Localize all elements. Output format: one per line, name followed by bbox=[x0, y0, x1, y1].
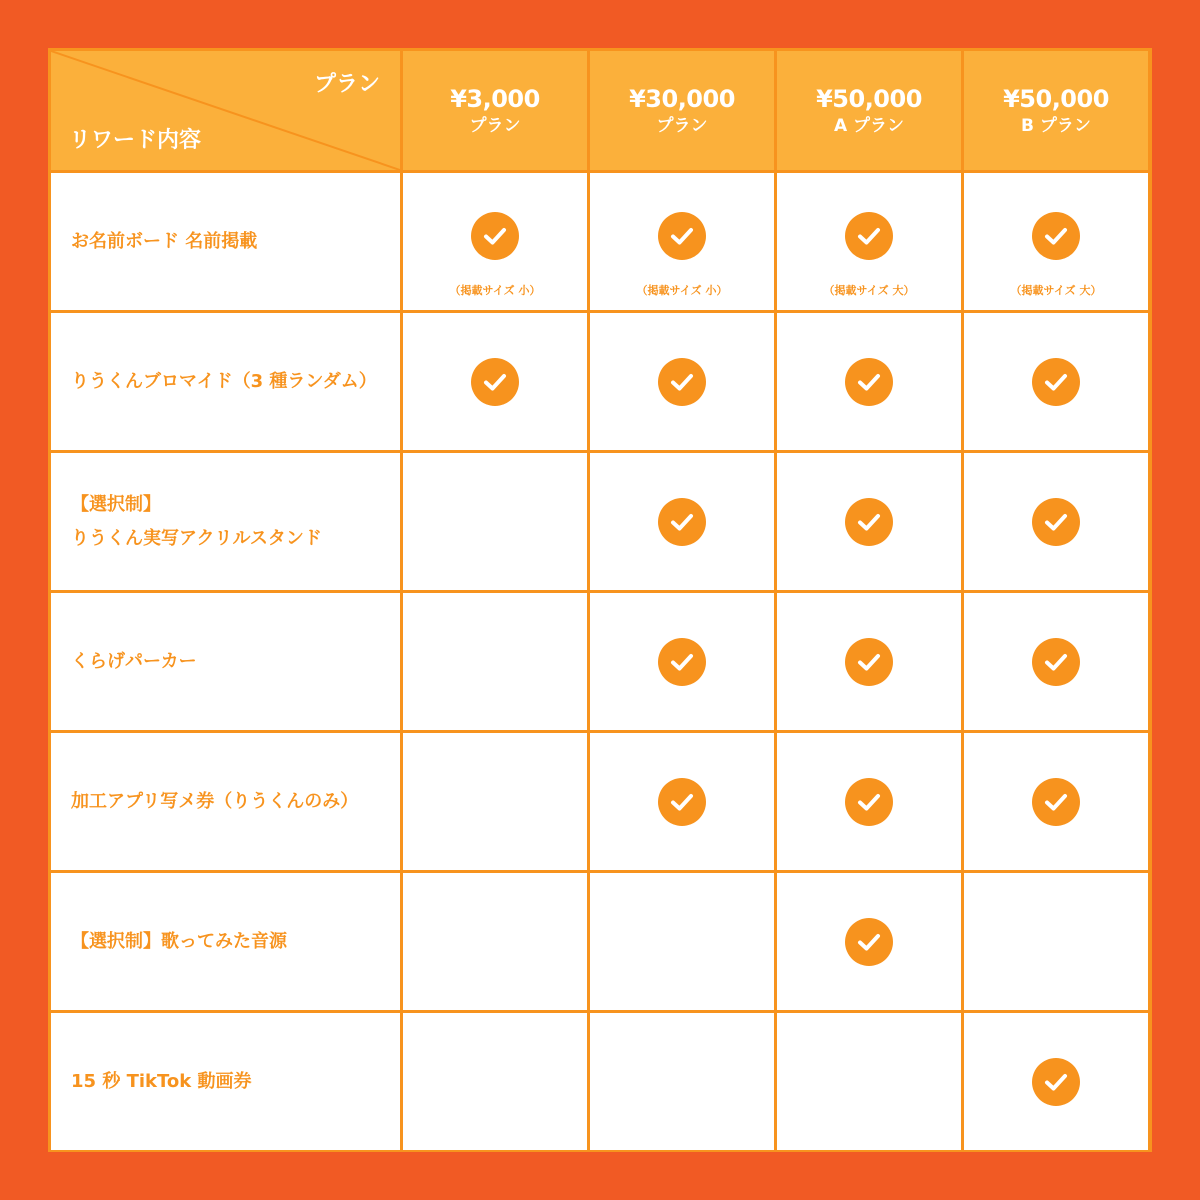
check-circle-icon bbox=[845, 212, 893, 260]
reward-label-cell bbox=[51, 313, 400, 450]
check-wrap bbox=[964, 453, 1148, 590]
reward-cell bbox=[403, 733, 587, 870]
check-wrap bbox=[964, 173, 1148, 298]
reward-cell bbox=[964, 173, 1148, 310]
size-note: （掲載サイズ 大） bbox=[823, 284, 915, 297]
check-circle-icon bbox=[845, 358, 893, 406]
check-circle-icon bbox=[845, 638, 893, 686]
plan-header-2 bbox=[590, 51, 774, 170]
check-circle-icon bbox=[658, 498, 706, 546]
reward-table bbox=[48, 48, 1152, 1152]
check-wrap bbox=[777, 173, 961, 298]
check-circle-icon bbox=[1032, 358, 1080, 406]
reward-cell bbox=[777, 593, 961, 730]
reward-cell bbox=[964, 453, 1148, 590]
check-wrap bbox=[777, 593, 961, 730]
reward-cell bbox=[777, 313, 961, 450]
reward-label-line: りうくんブロマイド（3 種ランダム） bbox=[71, 370, 377, 392]
check-wrap bbox=[590, 453, 774, 590]
plan-price: ¥50,000 bbox=[816, 84, 922, 113]
check-wrap bbox=[590, 313, 774, 450]
check-wrap bbox=[403, 313, 587, 450]
reward-cell bbox=[964, 733, 1148, 870]
reward-label-cell bbox=[51, 873, 400, 1010]
plan-name: B プラン bbox=[1021, 115, 1091, 136]
reward-cell bbox=[777, 453, 961, 590]
plan-header-3 bbox=[777, 51, 961, 170]
reward-cell bbox=[777, 1013, 961, 1150]
corner-reward-label: リワード内容 bbox=[69, 128, 202, 153]
check-circle-icon bbox=[1032, 1058, 1080, 1106]
reward-cell bbox=[590, 313, 774, 450]
check-circle-icon bbox=[845, 498, 893, 546]
check-wrap bbox=[777, 313, 961, 450]
check-circle-icon bbox=[1032, 212, 1080, 260]
plan-price: ¥30,000 bbox=[629, 84, 735, 113]
reward-cell bbox=[964, 1013, 1148, 1150]
reward-label-line: りうくん実写アクリルスタンド bbox=[71, 527, 322, 549]
plan-price: ¥50,000 bbox=[1003, 84, 1109, 113]
reward-cell bbox=[403, 1013, 587, 1150]
reward-cell bbox=[590, 1013, 774, 1150]
reward-cell bbox=[777, 733, 961, 870]
check-wrap bbox=[777, 453, 961, 590]
check-wrap bbox=[403, 173, 587, 298]
reward-label-line: 15 秒 TikTok 動画券 bbox=[71, 1070, 252, 1092]
plan-price: ¥3,000 bbox=[450, 84, 540, 113]
plan-header-4 bbox=[964, 51, 1148, 170]
reward-cell bbox=[403, 173, 587, 310]
reward-cell bbox=[403, 873, 587, 1010]
check-circle-icon bbox=[1032, 498, 1080, 546]
check-circle-icon bbox=[471, 212, 519, 260]
check-wrap bbox=[964, 593, 1148, 730]
check-wrap bbox=[590, 733, 774, 870]
reward-cell bbox=[403, 313, 587, 450]
check-wrap bbox=[777, 873, 961, 1010]
reward-label-cell bbox=[51, 453, 400, 590]
reward-label-cell bbox=[51, 733, 400, 870]
reward-cell bbox=[590, 873, 774, 1010]
check-circle-icon bbox=[845, 778, 893, 826]
reward-cell bbox=[964, 313, 1148, 450]
check-circle-icon bbox=[658, 638, 706, 686]
reward-label-line: 【選択制】歌ってみた音源 bbox=[71, 930, 287, 952]
size-note: （掲載サイズ 小） bbox=[449, 284, 541, 297]
plan-name: A プラン bbox=[833, 115, 905, 136]
reward-cell bbox=[590, 593, 774, 730]
reward-label-cell bbox=[51, 173, 400, 310]
size-note: （掲載サイズ 小） bbox=[636, 284, 728, 297]
check-wrap bbox=[964, 733, 1148, 870]
check-wrap bbox=[964, 313, 1148, 450]
reward-label-line: くらげパーカー bbox=[71, 650, 197, 672]
check-wrap bbox=[590, 173, 774, 298]
check-circle-icon bbox=[658, 358, 706, 406]
check-wrap bbox=[777, 733, 961, 870]
reward-label-line: 【選択制】 bbox=[71, 493, 161, 515]
corner-plan-label: プラン bbox=[313, 72, 380, 97]
check-wrap bbox=[964, 1013, 1148, 1150]
check-circle-icon bbox=[471, 358, 519, 406]
reward-label-line: お名前ボード 名前掲載 bbox=[71, 231, 258, 252]
reward-cell bbox=[403, 593, 587, 730]
reward-cell bbox=[964, 593, 1148, 730]
size-note: （掲載サイズ 大） bbox=[1010, 284, 1102, 297]
check-circle-icon bbox=[1032, 778, 1080, 826]
check-circle-icon bbox=[1032, 638, 1080, 686]
corner-header-cell bbox=[51, 51, 400, 170]
check-circle-icon bbox=[658, 778, 706, 826]
reward-cell bbox=[590, 453, 774, 590]
check-circle-icon bbox=[845, 918, 893, 966]
plan-name: プラン bbox=[469, 115, 521, 136]
reward-cell bbox=[777, 873, 961, 1010]
reward-cell bbox=[403, 453, 587, 590]
plan-name: プラン bbox=[656, 115, 708, 136]
plan-header-1 bbox=[403, 51, 587, 170]
check-circle-icon bbox=[658, 212, 706, 260]
reward-label-cell bbox=[51, 1013, 400, 1150]
reward-label-cell bbox=[51, 593, 400, 730]
reward-cell bbox=[964, 873, 1148, 1010]
reward-cell bbox=[777, 173, 961, 310]
reward-cell bbox=[590, 733, 774, 870]
reward-label-line: 加工アプリ写メ券（りうくんのみ） bbox=[71, 790, 359, 812]
check-wrap bbox=[590, 593, 774, 730]
reward-cell bbox=[590, 173, 774, 310]
